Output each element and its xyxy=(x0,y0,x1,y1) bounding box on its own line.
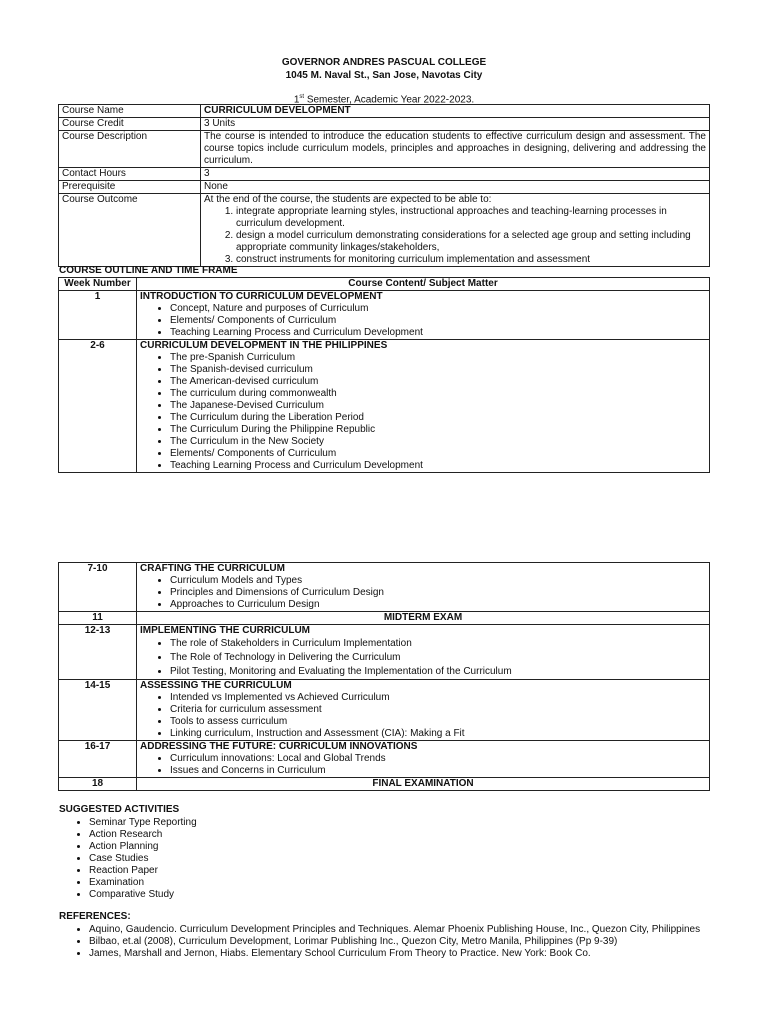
topic-item: • The Curriculum in the New Society xyxy=(170,436,706,448)
topic-title: ADDRESSING THE FUTURE: CURRICULUM INNOVATIONS xyxy=(140,741,418,752)
topic-item: • Principles and Dimensions of Curriculum Design xyxy=(170,587,706,599)
info-value: 3 xyxy=(201,168,710,181)
topic-item: • Criteria for curriculum assessment xyxy=(170,704,706,716)
topic-list xyxy=(140,575,706,611)
info-row-description xyxy=(59,131,710,168)
activity-item: • Action Planning xyxy=(89,841,197,853)
week-number: 12-13 xyxy=(59,625,137,680)
week-number: 11 xyxy=(59,612,137,625)
info-label: Course Credit xyxy=(59,118,201,131)
midterm-exam-label: MIDTERM EXAM xyxy=(137,612,710,625)
content-cell xyxy=(137,625,710,680)
college-address: 1045 M. Naval St., San Jose, Navotas City xyxy=(285,70,483,81)
topic-item: • Elements/ Components of Curriculum xyxy=(170,448,706,460)
activity-item: • Examination xyxy=(89,877,197,889)
outline-header-row xyxy=(59,278,710,291)
topic-item: • Issues and Concerns in Curriculum xyxy=(170,765,706,777)
topic-item: • The Curriculum during the Liberation Period xyxy=(170,412,706,424)
outcome-intro: At the end of the course, the students are expected to be able to: xyxy=(204,194,492,205)
activity-item: • Seminar Type Reporting xyxy=(89,817,197,829)
reference-item: • James, Marshall and Jernon, Hiabs. Elementary School Curriculum From Theory to Practice. New York: Book Co. xyxy=(89,948,700,960)
outcome-item: 3. construct instruments for monitoring curriculum implementation and assessment xyxy=(236,254,706,266)
info-row-name xyxy=(59,105,710,118)
content-column-header: Course Content/ Subject Matter xyxy=(137,278,710,291)
content-cell xyxy=(137,741,710,778)
outline-table-1 xyxy=(58,277,710,473)
topic-list xyxy=(140,692,706,740)
activity-item: • Comparative Study xyxy=(89,889,197,901)
topic-title: INTRODUCTION TO CURRICULUM DEVELOPMENT xyxy=(140,291,383,302)
topic-item: • Curriculum innovations: Local and Global Trends xyxy=(170,753,706,765)
topic-item: • Linking curriculum, Instruction and Assessment (CIA): Making a Fit xyxy=(170,728,706,740)
topic-item: • Intended vs Implemented vs Achieved Curriculum xyxy=(170,692,706,704)
info-row-hours xyxy=(59,168,710,181)
activity-item: • Case Studies xyxy=(89,853,197,865)
topic-item: • The Curriculum During the Philippine Republic xyxy=(170,424,706,436)
topic-item: • The Role of Technology in Delivering the Curriculum xyxy=(170,651,706,665)
topic-item: • The Spanish-devised curriculum xyxy=(170,364,706,376)
outline-row-final xyxy=(59,778,710,791)
semester-line: 1st Semester, Academic Year 2022-2023. xyxy=(293,94,475,106)
info-label: Course Description xyxy=(59,131,201,168)
reference-item: • Aquino, Gaudencio. Curriculum Development Principles and Techniques. Alemar Phoenix Publishing House, Inc., Quezon City, Philippines xyxy=(89,924,700,936)
outline-row xyxy=(59,340,710,473)
outline-row-midterm xyxy=(59,612,710,625)
topic-item: • Approaches to Curriculum Design xyxy=(170,599,706,611)
content-cell xyxy=(137,563,710,612)
outcome-item: 2. design a model curriculum demonstrating considerations for a selected age group and setting including appropriate community linkages/stakeholders, xyxy=(236,230,706,254)
outcome-item: 1. integrate appropriate learning styles, instructional approaches and teaching-learning processes in curriculum development. xyxy=(236,206,706,230)
info-label: Course Outcome xyxy=(59,194,201,267)
outcome-list xyxy=(204,206,706,266)
topic-title: ASSESSING THE CURRICULUM xyxy=(140,680,292,691)
outline-row xyxy=(59,563,710,612)
week-column-header: Week Number xyxy=(59,278,137,291)
topic-item: • Teaching Learning Process and Curriculum Development xyxy=(170,460,706,472)
info-row-credit xyxy=(59,118,710,131)
topic-list xyxy=(140,303,706,339)
topic-item: • The Japanese-Devised Curriculum xyxy=(170,400,706,412)
week-number: 2-6 xyxy=(59,340,137,473)
topic-item: • Pilot Testing, Monitoring and Evaluating the Implementation of the Curriculum xyxy=(170,665,706,679)
week-number: 18 xyxy=(59,778,137,791)
topic-item: • Tools to assess curriculum xyxy=(170,716,706,728)
outline-row xyxy=(59,625,710,680)
info-value: CURRICULUM DEVELOPMENT xyxy=(201,105,710,118)
info-label: Contact Hours xyxy=(59,168,201,181)
topic-item: • The role of Stakeholders in Curriculum Implementation xyxy=(170,637,706,651)
references-list xyxy=(59,924,700,960)
activity-item: • Action Research xyxy=(89,829,197,841)
reference-item: • Bilbao, et.al (2008), Curriculum Development, Lorimar Publishing Inc., Quezon City, Metro Manila, Philippines (Pp 9-39) xyxy=(89,936,700,948)
topic-list xyxy=(140,753,706,777)
topic-list xyxy=(140,352,706,472)
info-row-prereq xyxy=(59,181,710,194)
info-value: 3 Units xyxy=(201,118,710,131)
week-number: 1 xyxy=(59,291,137,340)
outline-row xyxy=(59,680,710,741)
topic-item: • The pre-Spanish Curriculum xyxy=(170,352,706,364)
topic-item: • Elements/ Components of Curriculum xyxy=(170,315,706,327)
topic-list xyxy=(140,637,706,679)
info-value xyxy=(201,194,710,267)
info-row-outcome xyxy=(59,194,710,267)
activities-list xyxy=(59,817,197,901)
final-exam-label: FINAL EXAMINATION xyxy=(137,778,710,791)
info-label: Course Name xyxy=(59,105,201,118)
content-cell xyxy=(137,340,710,473)
content-cell xyxy=(137,291,710,340)
content-cell xyxy=(137,680,710,741)
topic-item: • Teaching Learning Process and Curriculum Development xyxy=(170,327,706,339)
outline-row xyxy=(59,741,710,778)
topic-item: • The curriculum during commonwealth xyxy=(170,388,706,400)
outline-heading: COURSE OUTLINE AND TIME FRAME xyxy=(59,265,238,276)
topic-title: IMPLEMENTING THE CURRICULUM xyxy=(140,625,310,636)
outline-row xyxy=(59,291,710,340)
activities-heading: SUGGESTED ACTIVITIES xyxy=(59,804,180,815)
week-number: 7-10 xyxy=(59,563,137,612)
info-label: Prerequisite xyxy=(59,181,201,194)
info-value: None xyxy=(201,181,710,194)
college-name: GOVERNOR ANDRES PASCUAL COLLEGE xyxy=(281,57,487,68)
topic-title: CURRICULUM DEVELOPMENT IN THE PHILIPPINES xyxy=(140,340,388,351)
course-info-table xyxy=(58,104,710,267)
info-value: The course is intended to introduce the education students to effective curriculum design and assessment. The course topics include curriculum models, principles and approaches in designing, delivering and addressing the curriculum. xyxy=(201,131,710,168)
references-heading: REFERENCES: xyxy=(59,911,131,922)
topic-item: • Curriculum Models and Types xyxy=(170,575,706,587)
week-number: 16-17 xyxy=(59,741,137,778)
topic-title: CRAFTING THE CURRICULUM xyxy=(140,563,285,574)
topic-item: • Concept, Nature and purposes of Curriculum xyxy=(170,303,706,315)
week-number: 14-15 xyxy=(59,680,137,741)
outline-table-2 xyxy=(58,562,710,791)
topic-item: • The American-devised curriculum xyxy=(170,376,706,388)
activity-item: • Reaction Paper xyxy=(89,865,197,877)
